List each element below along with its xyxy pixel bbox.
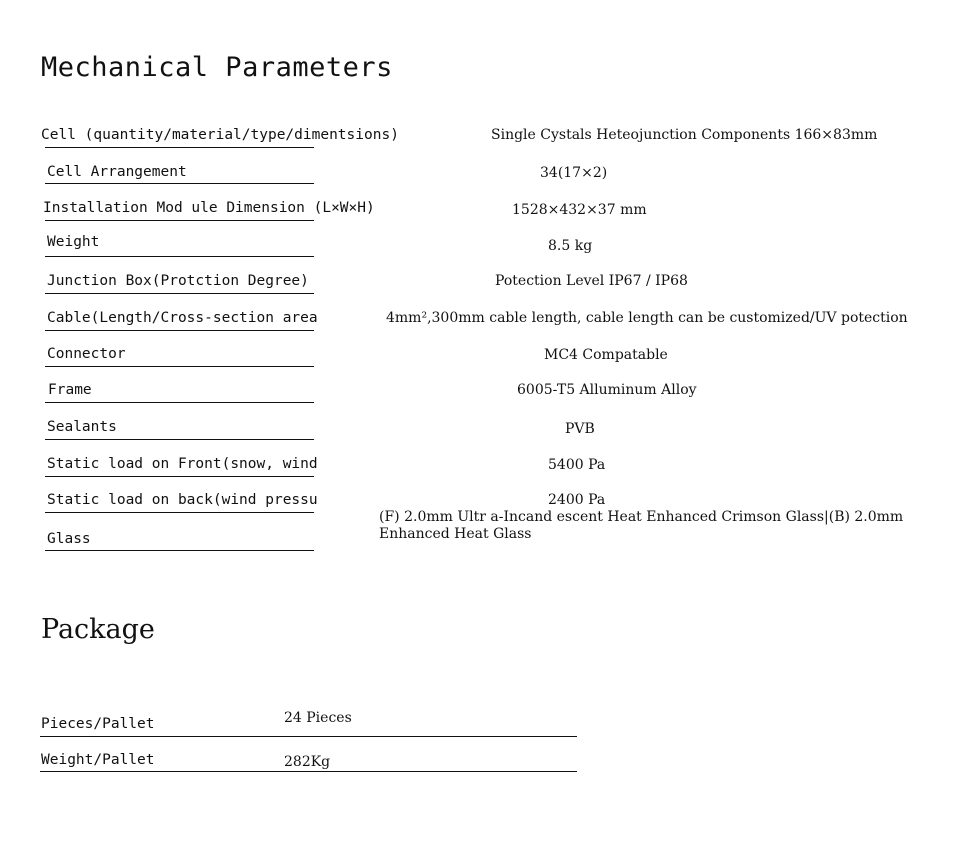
- package-label-weight: Weight/Pallet: [41, 752, 155, 768]
- param-value-static-front: 5400 Pa: [548, 457, 606, 473]
- param-label-glass: Glass: [47, 531, 91, 547]
- package-underline: [40, 771, 577, 772]
- param-value-junction-box: Potection Level IP67 / IP68: [495, 273, 688, 289]
- param-label-cell: Cell (quantity/material/type/dimentsions): [41, 127, 399, 143]
- param-underline: [45, 366, 314, 367]
- param-underline: [45, 256, 314, 257]
- param-underline: [45, 476, 314, 477]
- param-underline: [45, 439, 314, 440]
- param-value-sealants: PVB: [565, 421, 595, 437]
- param-label-weight: Weight: [47, 234, 100, 250]
- param-value-dimension: 1528×432×37 mm: [512, 202, 647, 218]
- param-underline: [45, 402, 314, 403]
- param-value-weight: 8.5 kg: [548, 238, 593, 254]
- param-label-dimension: Installation Mod ule Dimension (L×W×H): [43, 200, 375, 216]
- param-label-cell-arrangement: Cell Arrangement: [47, 164, 187, 180]
- param-value-cell: Single Cystals Heteojunction Components 166×83mm: [491, 127, 878, 143]
- param-underline: [45, 512, 314, 513]
- param-value-static-back: 2400 Pa: [548, 492, 606, 508]
- param-label-connector: Connector: [47, 346, 126, 362]
- param-underline: [45, 220, 314, 221]
- param-label-sealants: Sealants: [47, 419, 117, 435]
- param-underline: [45, 147, 314, 148]
- param-label-static-front: Static load on Front(snow, wind: [47, 456, 318, 472]
- param-underline: [45, 293, 314, 294]
- package-value-weight: 282Kg: [284, 754, 331, 770]
- param-value-frame: 6005-T5 Alluminum Alloy: [517, 382, 697, 398]
- param-label-static-back: Static load on back(wind pressu: [47, 492, 318, 508]
- package-label-pieces: Pieces/Pallet: [41, 716, 155, 732]
- param-label-cable: Cable(Length/Cross-section area: [47, 310, 318, 326]
- param-label-junction-box: Junction Box(Protction Degree): [47, 273, 309, 289]
- param-value-cable: 4mm²,300mm cable length, cable length can be customized/UV potection: [386, 310, 908, 326]
- param-value-connector: MC4 Compatable: [544, 347, 668, 363]
- mechanical-parameters-title: Mechanical Parameters: [41, 52, 393, 83]
- param-underline: [45, 330, 314, 331]
- package-value-pieces: 24 Pieces: [284, 710, 352, 726]
- package-title: Package: [41, 614, 155, 645]
- param-value-cell-arrangement: 34(17×2): [540, 165, 608, 181]
- param-underline: [45, 183, 314, 184]
- package-underline: [40, 736, 577, 737]
- param-label-frame: Frame: [48, 382, 92, 398]
- param-underline: [45, 550, 314, 551]
- param-value-glass: (F) 2.0mm Ultr a-Incand escent Heat Enhanced Crimson Glass|(B) 2.0mm Enhanced Heat Glass: [379, 509, 904, 542]
